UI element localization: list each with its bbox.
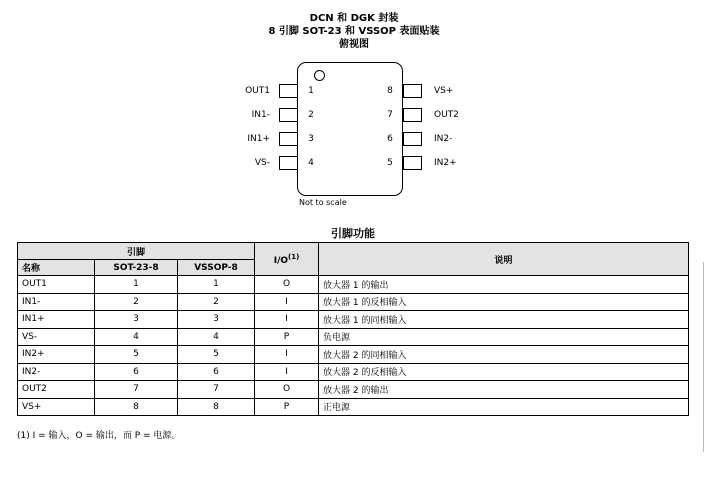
pin-pad-2 — [279, 108, 298, 122]
pin-name-cell: VS+ — [18, 398, 95, 416]
io-footnote: (1) I = 输入，O = 输出，而 P = 电源。 — [17, 431, 181, 441]
pin-pad-3 — [279, 132, 298, 146]
pin-name: VS- — [254, 158, 270, 168]
pin-name-cell: IN2- — [18, 363, 95, 381]
pin-name-cell: OUT1 — [18, 276, 95, 294]
io-cell: O — [255, 276, 319, 294]
pin-number: 2 — [308, 110, 314, 120]
io-cell: I — [255, 363, 319, 381]
sot-cell: 7 — [95, 381, 178, 399]
name-header: 名称 — [18, 260, 95, 276]
pin-functions-table — [17, 242, 689, 416]
io-footnote-marker: (1) — [288, 252, 300, 261]
sot-header: SOT-23-8 — [95, 260, 178, 276]
sot-cell: 4 — [95, 328, 178, 346]
table-row — [18, 311, 689, 329]
description-cell: 放大器 2 的反相输入 — [319, 363, 689, 381]
table-row — [18, 381, 689, 399]
pin-pad-1 — [279, 84, 298, 98]
pin-number: 1 — [308, 86, 314, 96]
pin-name: IN2- — [434, 134, 453, 144]
package-subtitle: 8 引脚 SOT-23 和 VSSOP 表面贴装 — [268, 26, 440, 37]
package-view-label: 俯视图 — [339, 39, 369, 50]
pin-name-cell: IN1- — [18, 293, 95, 311]
vssop-cell: 3 — [178, 311, 255, 329]
description-header: 说明 — [319, 243, 689, 276]
pin-pad-7 — [403, 108, 422, 122]
table-row — [18, 398, 689, 416]
pin-number: 4 — [308, 158, 314, 168]
pin-name-cell: IN1+ — [18, 311, 95, 329]
vssop-header: VSSOP-8 — [178, 260, 255, 276]
pin-name: VS+ — [434, 86, 454, 96]
table-row — [18, 363, 689, 381]
vssop-cell: 6 — [178, 363, 255, 381]
io-cell: P — [255, 398, 319, 416]
io-cell: P — [255, 328, 319, 346]
page-edge-divider — [703, 262, 704, 452]
pin1-indicator-dot — [314, 70, 325, 81]
pin-number: 6 — [387, 134, 393, 144]
pin-name-cell: OUT2 — [18, 381, 95, 399]
sot-cell: 3 — [95, 311, 178, 329]
pin-name: OUT2 — [434, 110, 459, 120]
pin-pad-6 — [403, 132, 422, 146]
io-cell: I — [255, 293, 319, 311]
vssop-cell: 2 — [178, 293, 255, 311]
pin-number: 8 — [387, 86, 393, 96]
table-row — [18, 293, 689, 311]
table-row — [18, 328, 689, 346]
pin-pad-8 — [403, 84, 422, 98]
pin-number: 5 — [387, 158, 393, 168]
package-title: DCN 和 DGK 封装 — [309, 13, 399, 24]
pin-name-cell: VS- — [18, 328, 95, 346]
pin-number: 3 — [308, 134, 314, 144]
pin-number: 7 — [387, 110, 393, 120]
sot-cell: 8 — [95, 398, 178, 416]
sot-cell: 6 — [95, 363, 178, 381]
table-title: 引脚功能 — [331, 227, 375, 240]
description-cell: 正电源 — [319, 398, 689, 416]
package-body — [297, 62, 403, 196]
io-header — [255, 243, 319, 276]
sot-cell: 2 — [95, 293, 178, 311]
vssop-cell: 4 — [178, 328, 255, 346]
pin-name: OUT1 — [245, 86, 270, 96]
description-cell: 负电源 — [319, 328, 689, 346]
description-cell: 放大器 2 的输出 — [319, 381, 689, 399]
pin-name: IN1+ — [247, 134, 270, 144]
io-cell: O — [255, 381, 319, 399]
description-cell: 放大器 2 的同相输入 — [319, 346, 689, 364]
sot-cell: 5 — [95, 346, 178, 364]
io-header-label: I/O — [273, 255, 289, 266]
pin-group-header: 引脚 — [18, 243, 255, 260]
vssop-cell: 7 — [178, 381, 255, 399]
vssop-cell: 5 — [178, 346, 255, 364]
description-cell: 放大器 1 的反相输入 — [319, 293, 689, 311]
scale-note: Not to scale — [299, 198, 347, 207]
pin-name: IN2+ — [434, 158, 457, 168]
table-row — [18, 276, 689, 294]
description-cell: 放大器 1 的输出 — [319, 276, 689, 294]
pin-pad-5 — [403, 156, 422, 170]
pin-name-cell: IN2+ — [18, 346, 95, 364]
table-row — [18, 346, 689, 364]
pin-name: IN1- — [251, 110, 270, 120]
vssop-cell: 8 — [178, 398, 255, 416]
description-cell: 放大器 1 的同相输入 — [319, 311, 689, 329]
io-cell: I — [255, 346, 319, 364]
vssop-cell: 1 — [178, 276, 255, 294]
io-cell: I — [255, 311, 319, 329]
sot-cell: 1 — [95, 276, 178, 294]
pin-pad-4 — [279, 156, 298, 170]
